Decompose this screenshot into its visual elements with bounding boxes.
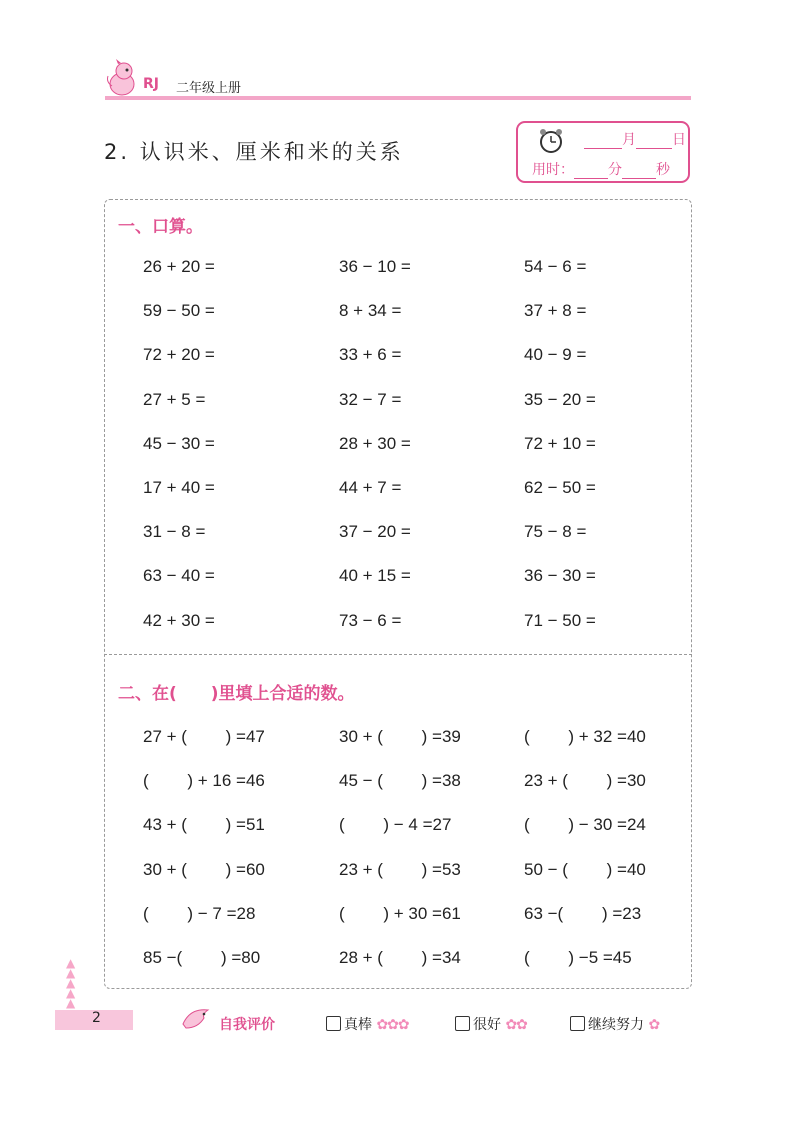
math-expression[interactable]: 37 + 8 = <box>524 301 587 321</box>
minutes-blank[interactable] <box>574 164 608 179</box>
math-expression[interactable]: ( ) + 16 =46 <box>143 771 265 791</box>
eval-option-label: 很好 <box>473 1017 501 1033</box>
math-expression[interactable]: 36 − 30 = <box>524 566 596 586</box>
math-expression[interactable]: ( ) − 30 =24 <box>524 815 646 835</box>
math-expression[interactable]: 72 + 10 = <box>524 433 596 453</box>
math-expression[interactable]: 28 + 30 = <box>339 433 411 453</box>
self-eval-label: 自我评价 <box>219 1017 275 1033</box>
math-expression[interactable]: ( ) − 7 =28 <box>143 903 256 923</box>
math-expression[interactable]: 63 − 40 = <box>143 566 215 586</box>
eval-option-keep-trying[interactable] <box>570 1014 659 1034</box>
section2-title: 二、在( )里填上合适的数。 <box>118 684 355 704</box>
flower-icon: ✿✿ <box>505 1017 527 1033</box>
eval-option-good[interactable] <box>455 1014 527 1034</box>
day-label: 日 <box>672 132 686 148</box>
month-label: 月 <box>622 132 636 148</box>
date-line <box>584 129 686 149</box>
checkbox[interactable] <box>455 1016 470 1031</box>
math-expression[interactable]: 45 − 30 = <box>143 433 215 453</box>
math-expression[interactable]: 73 − 6 = <box>339 610 402 630</box>
math-expression[interactable]: 40 + 15 = <box>339 566 411 586</box>
math-expression[interactable]: 72 + 20 = <box>143 345 215 365</box>
math-expression[interactable]: 17 + 40 = <box>143 478 215 497</box>
section-divider <box>104 654 692 655</box>
section1-title: 一、口算。 <box>118 217 203 237</box>
math-expression[interactable]: 63 −( ) =23 <box>524 903 642 923</box>
date-time-box <box>516 121 690 183</box>
math-expression[interactable]: 37 − 20 = <box>339 522 411 542</box>
math-expression[interactable]: 54 − 6 = <box>524 257 587 276</box>
dolphin-icon <box>180 1004 214 1038</box>
math-expression[interactable]: 75 − 8 = <box>524 522 587 542</box>
math-expression[interactable]: 42 + 30 = <box>143 610 215 630</box>
eval-option-great[interactable] <box>326 1014 409 1034</box>
seconds-label: 秒 <box>656 162 670 178</box>
math-expression[interactable]: 62 − 50 = <box>524 478 596 497</box>
header-rule <box>105 96 691 100</box>
math-expression[interactable]: ( ) + 30 =61 <box>339 903 461 923</box>
math-expression[interactable]: 44 + 7 = <box>339 478 402 497</box>
math-expression[interactable]: 85 −( ) =80 <box>143 948 261 967</box>
math-expression[interactable]: 40 − 9 = <box>524 345 587 365</box>
math-expression[interactable]: 71 − 50 = <box>524 610 596 630</box>
page-number: 2 <box>92 1010 101 1026</box>
eval-option-label: 真棒 <box>344 1017 372 1033</box>
math-expression[interactable]: 33 + 6 = <box>339 345 402 365</box>
math-expression[interactable]: 27 + ( ) =47 <box>143 727 265 746</box>
flower-icon: ✿ <box>648 1017 660 1033</box>
math-expression[interactable]: 59 − 50 = <box>143 301 215 321</box>
math-expression[interactable]: 27 + 5 = <box>143 389 206 409</box>
math-expression[interactable]: 23 + ( ) =30 <box>524 771 646 791</box>
checkbox[interactable] <box>570 1016 585 1031</box>
math-expression[interactable]: 30 + ( ) =60 <box>143 859 265 879</box>
day-blank[interactable] <box>636 134 672 149</box>
checkbox[interactable] <box>326 1016 341 1031</box>
math-expression[interactable]: 32 − 7 = <box>339 389 402 409</box>
math-expression[interactable]: 26 + 20 = <box>143 257 215 276</box>
eval-option-label: 继续努力 <box>588 1017 644 1033</box>
math-expression[interactable]: 45 − ( ) =38 <box>339 771 461 791</box>
math-expression[interactable]: 36 − 10 = <box>339 257 411 276</box>
time-label: 用时： <box>532 162 574 178</box>
math-expression[interactable]: 28 + ( ) =34 <box>339 948 461 967</box>
minutes-label: 分 <box>608 162 622 178</box>
math-expression[interactable]: 8 + 34 = <box>339 301 402 321</box>
book-label: 二年级上册 <box>176 81 242 96</box>
math-expression[interactable]: 35 − 20 = <box>524 389 596 409</box>
month-blank[interactable] <box>584 134 622 149</box>
math-expression[interactable]: 50 − ( ) =40 <box>524 859 646 879</box>
math-expression[interactable]: 23 + ( ) =53 <box>339 859 461 879</box>
edition-label: RJ <box>143 76 159 92</box>
flower-icon: ✿✿✿ <box>376 1017 409 1033</box>
math-expression[interactable]: ( ) − 4 =27 <box>339 815 452 835</box>
math-expression[interactable]: ( ) + 32 =40 <box>524 727 646 746</box>
seconds-blank[interactable] <box>622 164 656 179</box>
alarm-clock-icon <box>536 127 566 159</box>
page-title: 2. 认识米、厘米和米的关系 <box>104 140 404 164</box>
math-expression[interactable]: 43 + ( ) =51 <box>143 815 265 835</box>
math-expression[interactable]: ( ) −5 =45 <box>524 948 632 967</box>
math-expression[interactable]: 31 − 8 = <box>143 522 206 542</box>
math-expression[interactable]: 30 + ( ) =39 <box>339 727 461 746</box>
decorative-arrows: ▲ ▲ ▲ ▲ ▲ <box>66 956 76 1010</box>
time-line <box>532 159 670 179</box>
